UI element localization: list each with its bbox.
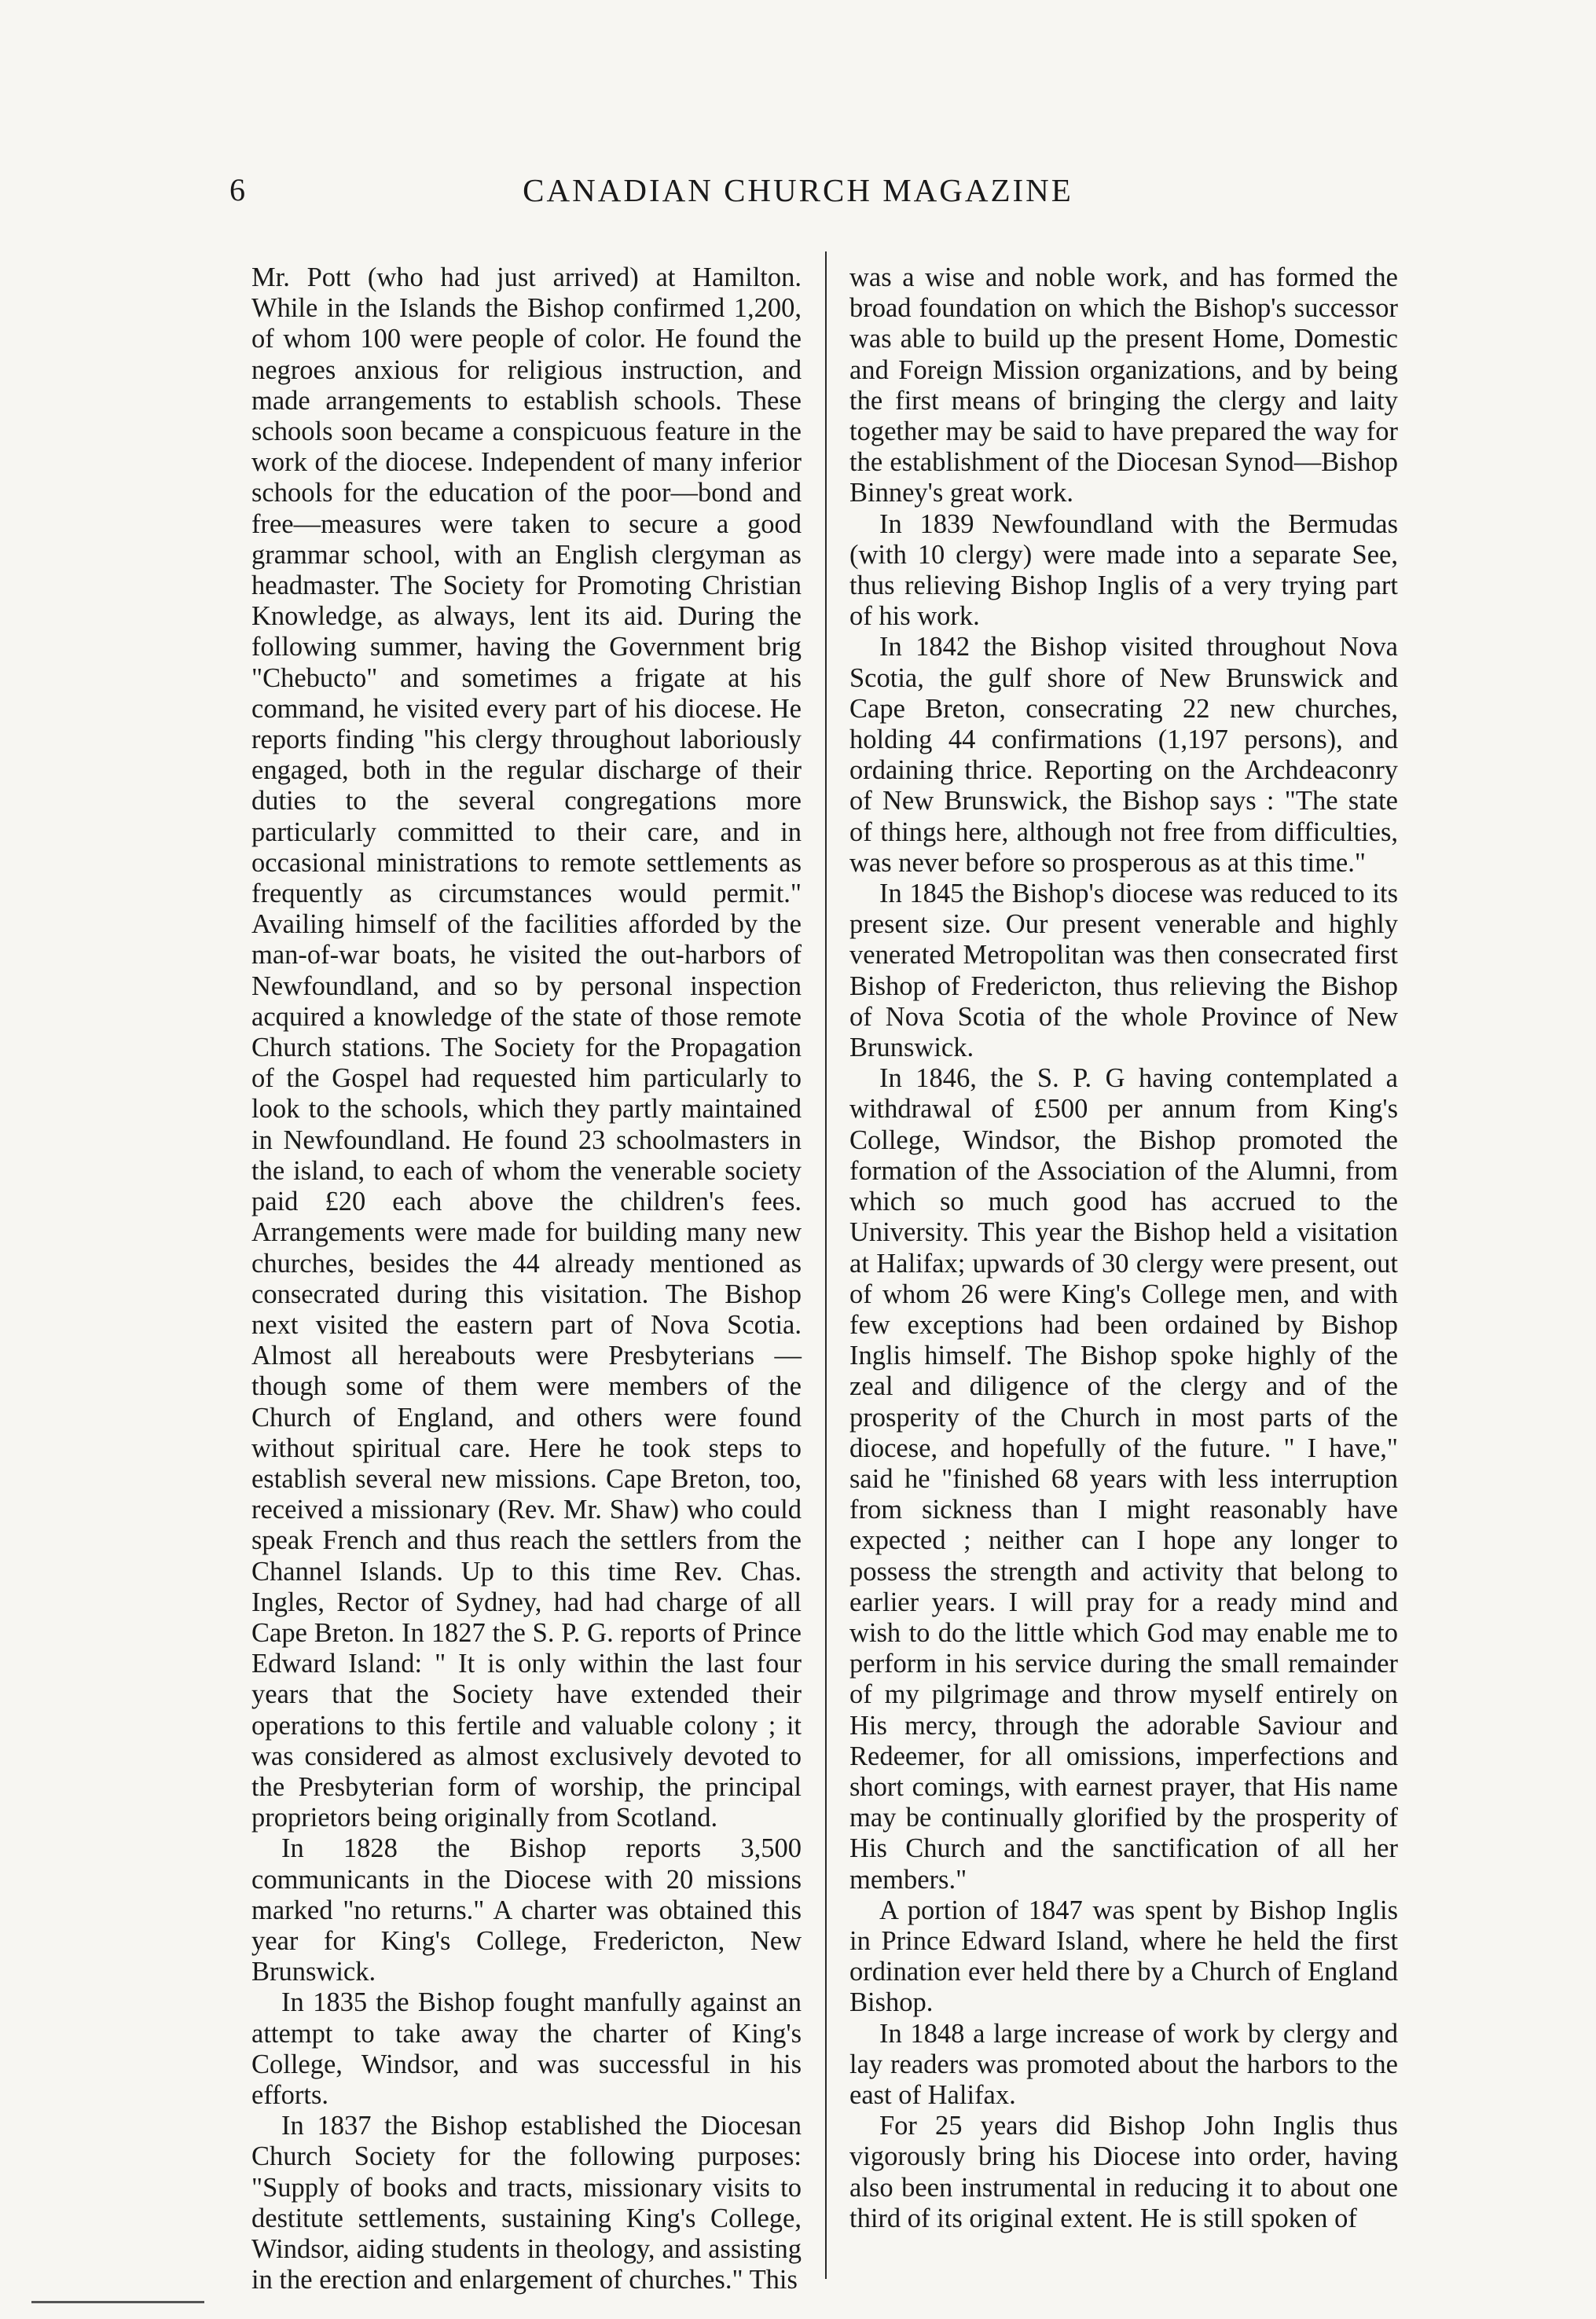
paragraph: For 25 years did Bishop John Inglis thus vigorously bring his Diocese into order, having also been instrumental in reducing it to about one third of its original extent. He is still spoken of	[849, 2111, 1398, 2233]
paragraph: In 1848 a large increase of work by clergy and lay readers was promoted about the harbors to the east of Halifax.	[849, 2018, 1398, 2110]
page-header	[0, 171, 1596, 218]
column-divider	[825, 251, 827, 2279]
paragraph: In 1845 the Bishop's diocese was reduced to its present size. Our present venerable and highly venerated Metropolitan was then consecrated first Bishop of Fredericton, thus relieving the Bishop of Nova Scotia of the whole Province of New Brunswick.	[849, 879, 1398, 1063]
paragraph: In 1842 the Bishop visited throughout Nova Scotia, the gulf shore of New Brunswick and Cape Breton, consecrating 22 new churches, holding 44 confirmations (1,197 persons), and ordaining thrice. Reporting on the Archdeaconry of New Brunswick, the Bishop says : "The state of things here, although not free from difficulties, was never before so prosperous as at this time."	[849, 632, 1398, 878]
paragraph: A portion of 1847 was spent by Bishop Inglis in Prince Edward Island, where he held the first ordination ever held there by a Church of England Bishop.	[849, 1895, 1398, 2018]
paragraph: In 1846, the S. P. G having contemplated a withdrawal of £500 per annum from King's College, Windsor, the Bishop promoted the formation of the Association of the Alumni, from which so much good has accrued to the University. This year the Bishop held a visitation at Halifax; upwards of 30 clergy were present, out of whom 26 were King's College men, and with few exceptions had been ordained by Bishop Inglis himself. The Bishop spoke highly of the zeal and diligence of the clergy and of the prosperity of the Church in most parts of the diocese, and hopefully of the future. " I have," said he "finished 68 years with less interruption from sickness than I might reasonably have expected ; neither can I hope any longer to possess the strength and activity that belong to earlier years. I will pray for a ready mind and wish to do the little which God may enable me to perform in his service during the small remainder of my pilgrimage and throw myself entirely on His mercy, through the adorable Saviour and Redeemer, for all omissions, imperfections and short comings, with earnest prayer, that His name may be continually glorified by the prosperity of His Church and the sanctification of all her members."	[849, 1063, 1398, 1895]
paragraph: Mr. Pott (who had just arrived) at Hamilton. While in the Islands the Bishop confirmed 1,200, of whom 100 were people of color. He found the negroes anxious for religious instruction, and made arrangements to establish schools. These schools soon became a conspicuous feature in the work of the diocese. Independent of many inferior schools for the education of the poor—bond and free—measures were taken to secure a good grammar school, with an English clergyman as headmaster. The Society for Promoting Christian Knowledge, as always, lent its aid. During the following summer, having the Government brig "Chebucto" and sometimes a frigate at his command, he visited every part of his diocese. He reports finding "his clergy throughout laboriously engaged, both in the regular discharge of their duties to the several congregations more particularly committed to their care, and in occasional ministrations to remote settlements as frequently as circumstances would permit." Availing himself of the facilities afforded by the man-of-war boats, he visited the out-harbors of Newfoundland, and so by personal inspection acquired a knowledge of the state of those remote Church stations. The Society for the Propagation of the Gospel had requested him particularly to look to the schools, which they partly maintained in Newfoundland. He found 23 schoolmasters in the island, to each of whom the venerable society paid £20 each above the children's fees. Arrangements were made for building many new churches, besides the 44 already mentioned as consecrated during this visitation. The Bishop next visited the eastern part of Nova Scotia. Almost all hereabouts were Presbyterians —though some of them were members of the Church of England, and others were found without spiritual care. Here he took steps to establish several new missions. Cape Breton, too, received a missionary (Rev. Mr. Shaw) who could speak French and thus reach the settlers from the Channel Islands. Up to this time Rev. Chas. Ingles, Rector of Sydney, had had charge of all Cape Breton. In 1827 the S. P. G. reports of Prince Edward Island: " It is only within the last four years that the Society have extended their operations to this fertile and valuable colony ; it was considered as almost exclusively devoted to the Presbyterian form of worship, the principal proprietors being originally from Scotland.	[251, 262, 802, 1833]
page-number: 6	[229, 172, 246, 207]
paragraph: In 1835 the Bishop fought manfully against an attempt to take away the charter of King's College, Windsor, and was successful in his efforts.	[251, 1987, 802, 2110]
left-column	[251, 262, 802, 2306]
paragraph: was a wise and noble work, and has formed the broad foundation on which the Bishop's successor was able to build up the present Home, Domestic and Foreign Mission organizations, and by being the first means of bringing the clergy and laity together may be said to have prepared the way for the establishment of the Diocesan Synod—Bishop Binney's great work.	[849, 262, 1398, 508]
running-title: CANADIAN CHURCH MAGAZINE	[523, 172, 1073, 208]
right-column	[849, 262, 1398, 2306]
paragraph: In 1828 the Bishop reports 3,500 communicants in the Diocese with 20 missions marked "no returns." A charter was obtained this year for King's College, Fredericton, New Brunswick.	[251, 1833, 802, 1987]
paragraph: In 1837 the Bishop established the Diocesan Church Society for the following purposes: "Supply of books and tracts, missionary visits to destitute settlements, sustaining King's College, Windsor, aiding students in theology, and assisting in the erection and enlargement of churches." This	[251, 2111, 802, 2295]
paragraph: In 1839 Newfoundland with the Bermudas (with 10 clergy) were made into a separate See, thus relieving Bishop Inglis of a very trying part of his work.	[849, 508, 1398, 632]
footer-rule	[31, 2301, 204, 2303]
